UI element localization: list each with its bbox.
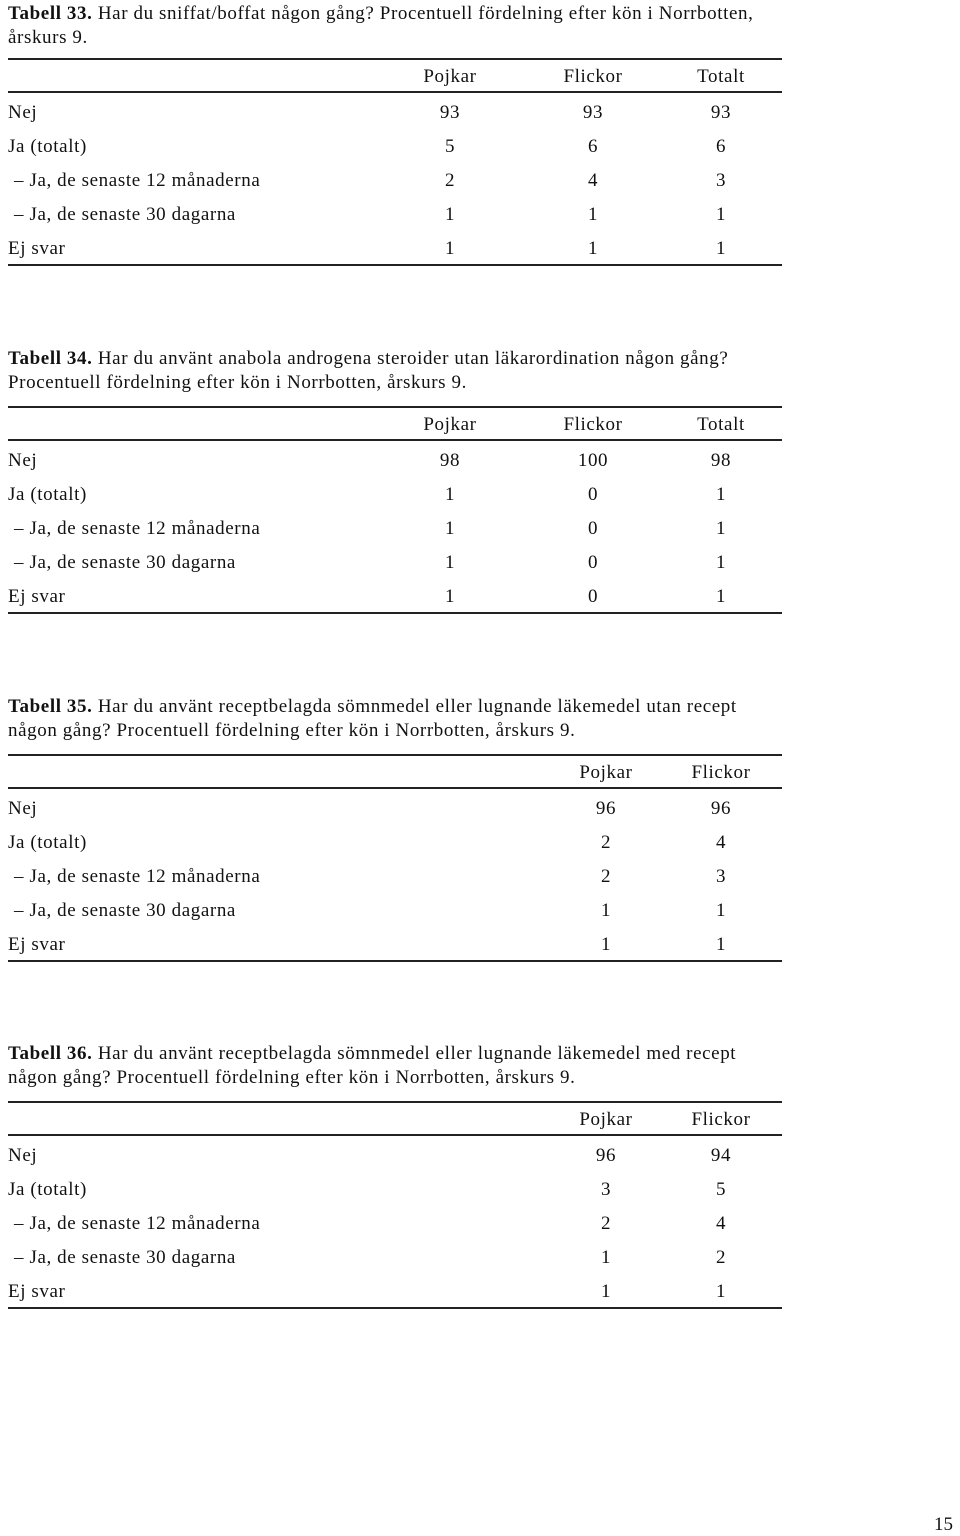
cell-value: 1 [444, 586, 456, 607]
table-row [8, 198, 782, 232]
cell-value: 1 [715, 900, 727, 921]
cell-value: 1 [600, 900, 612, 921]
cell-value: 0 [587, 586, 599, 607]
table-label: Tabell 34. [8, 348, 93, 369]
cell-value: 1 [715, 586, 727, 607]
table-header-row [8, 408, 782, 442]
table-34 [8, 347, 784, 607]
cell-value: 1 [715, 238, 727, 259]
cell-value: 1 [715, 1281, 727, 1302]
table-row [8, 1139, 782, 1173]
table-row [8, 928, 782, 962]
table-caption [8, 1042, 784, 1090]
row-label: Ja (totalt) [8, 136, 87, 157]
cell-value: 2 [715, 1247, 727, 1268]
cell-value: 1 [444, 238, 456, 259]
table-label: Tabell 33. [8, 3, 93, 24]
page-number: 15 [934, 1514, 953, 1535]
table-row [8, 1275, 782, 1309]
cell-value: 6 [587, 136, 599, 157]
cell-value: 3 [715, 170, 727, 191]
cell-value: 4 [587, 170, 599, 191]
cell-value: 1 [587, 238, 599, 259]
cell-value: 5 [715, 1179, 727, 1200]
cell-value: 0 [587, 552, 599, 573]
cell-value: 93 [439, 102, 461, 123]
column-header: Pojkar [423, 66, 477, 87]
table-row [8, 130, 782, 164]
cell-value: 1 [715, 204, 727, 225]
cell-value: 1 [715, 484, 727, 505]
table-row [8, 860, 782, 894]
cell-value: 96 [710, 798, 732, 819]
cell-value: 3 [715, 866, 727, 887]
table-row [8, 512, 782, 546]
cell-value: 98 [710, 450, 732, 471]
table-row [8, 894, 782, 928]
cell-value: 1 [715, 552, 727, 573]
cell-value: 96 [595, 798, 617, 819]
cell-value: 0 [587, 484, 599, 505]
cell-value: 1 [587, 204, 599, 225]
table-label: Tabell 35. [8, 696, 93, 717]
cell-value: 94 [710, 1145, 732, 1166]
row-label: Nej [8, 450, 38, 471]
cell-value: 4 [715, 832, 727, 853]
cell-value: 1 [444, 484, 456, 505]
cell-value: 2 [600, 832, 612, 853]
cell-value: 4 [715, 1213, 727, 1234]
cell-value: 5 [444, 136, 456, 157]
table-row [8, 580, 782, 614]
table-caption-text: Har du använt anabola androgena steroider utan läkarordination någon gång? Procentuell fördelning efter kön i Norrbotten, årskurs 9. [8, 348, 729, 393]
row-label: Ja (totalt) [8, 1179, 87, 1200]
cell-value: 1 [600, 1247, 612, 1268]
table-36 [8, 1042, 784, 1302]
cell-value: 96 [595, 1145, 617, 1166]
row-label: Nej [8, 798, 38, 819]
cell-value: 1 [715, 518, 727, 539]
column-header: Flickor [691, 762, 751, 783]
row-label: Ej svar [8, 586, 66, 607]
table-caption [8, 695, 784, 743]
cell-value: 2 [600, 866, 612, 887]
table-row [8, 826, 782, 860]
table-row [8, 164, 782, 198]
table-35 [8, 695, 784, 955]
table-caption [8, 347, 784, 395]
column-header: Flickor [691, 1109, 751, 1130]
table-row [8, 1207, 782, 1241]
row-label: – Ja, de senaste 12 månaderna [14, 866, 261, 887]
row-label: – Ja, de senaste 12 månaderna [14, 518, 261, 539]
row-label: Ej svar [8, 934, 66, 955]
table-header-row [8, 756, 782, 790]
cell-value: 0 [587, 518, 599, 539]
cell-value: 1 [444, 204, 456, 225]
column-header: Pojkar [423, 414, 477, 435]
column-header: Pojkar [579, 1109, 633, 1130]
cell-value: 3 [600, 1179, 612, 1200]
row-label: Ej svar [8, 1281, 66, 1302]
row-label: – Ja, de senaste 12 månaderna [14, 1213, 261, 1234]
cell-value: 2 [600, 1213, 612, 1234]
table-caption-text: Har du använt receptbelagda sömnmedel eller lugnande läkemedel med recept någon gång? Procentuell fördelning efter kön i Norrbotten, årskurs 9. [8, 1043, 737, 1088]
table-row [8, 232, 782, 266]
table-row [8, 546, 782, 580]
row-label: – Ja, de senaste 12 månaderna [14, 170, 261, 191]
table-row [8, 1241, 782, 1275]
row-label: – Ja, de senaste 30 dagarna [14, 1247, 236, 1268]
table-33 [8, 2, 784, 259]
row-label: – Ja, de senaste 30 dagarna [14, 552, 236, 573]
row-label: – Ja, de senaste 30 dagarna [14, 900, 236, 921]
row-label: Ej svar [8, 238, 66, 259]
table-row [8, 444, 782, 478]
cell-value: 98 [439, 450, 461, 471]
table-caption [8, 2, 784, 50]
table-header-row [8, 1103, 782, 1137]
column-header: Totalt [697, 414, 745, 435]
cell-value: 1 [444, 552, 456, 573]
cell-value: 6 [715, 136, 727, 157]
row-label: Ja (totalt) [8, 832, 87, 853]
table-caption-text: Har du sniffat/boffat någon gång? Procentuell fördelning efter kön i Norrbotten, årskurs 9. [8, 3, 754, 48]
table-label: Tabell 36. [8, 1043, 93, 1064]
cell-value: 1 [715, 934, 727, 955]
cell-value: 93 [582, 102, 604, 123]
table-caption-text: Har du använt receptbelagda sömnmedel eller lugnande läkemedel utan recept någon gång? Procentuell fördelning efter kön i Norrbotten, årskurs 9. [8, 696, 737, 741]
table-row [8, 478, 782, 512]
column-header: Flickor [563, 414, 623, 435]
cell-value: 100 [577, 450, 609, 471]
table-row [8, 1173, 782, 1207]
cell-value: 1 [444, 518, 456, 539]
cell-value: 93 [710, 102, 732, 123]
table-row [8, 792, 782, 826]
row-label: Nej [8, 102, 38, 123]
row-label: – Ja, de senaste 30 dagarna [14, 204, 236, 225]
column-header: Pojkar [579, 762, 633, 783]
cell-value: 2 [444, 170, 456, 191]
column-header: Totalt [697, 66, 745, 87]
table-row [8, 96, 782, 130]
cell-value: 1 [600, 934, 612, 955]
row-label: Nej [8, 1145, 38, 1166]
column-header: Flickor [563, 66, 623, 87]
cell-value: 1 [600, 1281, 612, 1302]
row-label: Ja (totalt) [8, 484, 87, 505]
table-header-row [8, 60, 782, 94]
